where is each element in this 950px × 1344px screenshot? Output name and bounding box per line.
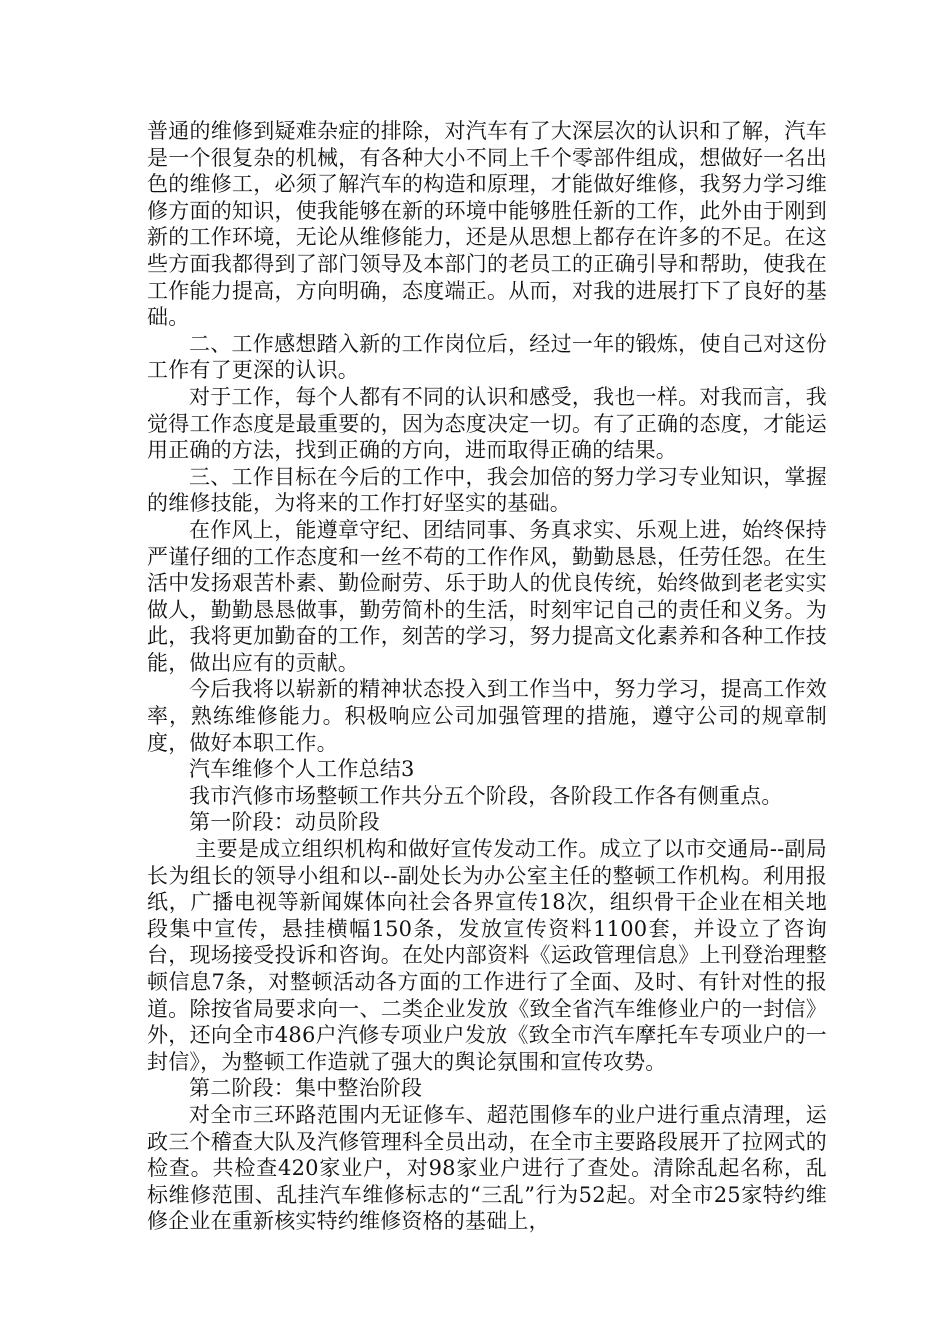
paragraph-work-attitude: 对于工作，每个人都有不同的认识和感受，我也一样。对我而言，我觉得工作态度是最重要的，因为态度决定一切。有了正确的态度，才能运用正确的方法，找到正确的方向，进而取得正确的结果。 [147,384,827,463]
paragraph-work-feelings: 二、工作感想踏入新的工作岗位后，经过一年的锻炼，使自己对这份工作有了更深的认识。 [147,331,827,383]
paragraph-future-plan: 今后我将以崭新的精神状态投入到工作当中，努力学习，提高工作效率，熟练维修能力。积极响应公司加强管理的措施，遵守公司的规章制度，做好本职工作。 [147,677,827,755]
paragraph-continuation: 普通的维修到疑难杂症的排除，对汽车有了大深层次的认识和了解，汽车是一个很复杂的机械，有各种大小不同上千个零部件组成，想做好一名出色的维修工，必须了解汽车的构造和原理，才能做好维修，我努力学习维修方面的知识，使我能够在新的环境中能够胜任新的工作，此外由于刚到新的工作环境，无论从维修能力，还是从思想上都存在许多的不足。在这些方面我都得到了部门领导及本部门的老员工的正确引导和帮助，使我在工作能力提高，方向明确，态度端正。从而，对我的进展打下了良好的基础。 [147,119,827,330]
paragraph-work-goals: 三、工作目标在今后的工作中，我会加倍的努力学习专业知识，掌握的维修技能，为将来的工作打好坚实的基础。 [147,464,827,516]
paragraph-rectification-overview: 我市汽修市场整顿工作共分五个阶段，各阶段工作各有侧重点。 [189,783,783,808]
paragraph-work-style: 在作风上，能遵章守纪、团结同事、务真求实、乐观上进，始终保持严谨仔细的工作态度和一丝不苟的工作作风，勤勤恳恳，任劳任怨。在生活中发扬艰苦朴素、勤俭耐劳、乐于助人的优良传统，始终做到老老实实做人，勤勤恳恳做事，勤劳简朴的生活，时刻牢记自己的责任和义务。为此，我将更加勤奋的工作，刻苦的学习，努力提高文化素养和各种工作技能，做出应有的贡献。 [147,517,827,675]
document-body [147,118,827,1235]
paragraph-stage-1-details: 主要是成立组织机构和做好宣传发动工作。成立了以市交通局--副局长为组长的领导小组和以--副处长为办公室主任的整顿工作机构。利用报纸，广播电视等新闻媒体向社会各界宣传18次，组织骨干企业在相关地段集中宣传，悬挂横幅150条，发放宣传资料1100套，并设立了咨询台，现场接受投诉和咨询。在处内部资料《运政管理信息》上刊登治理整顿信息7条，对整顿活动各方面的工作进行了全面、及时、有针对性的报道。除按省局要求向一、二类企业发放《致全省汽车维修业户的一封信》外，还向全市486户汽修专项业户发放《致全市汽车摩托车专项业户的一封信》，为整顿工作造就了强大的舆论氛围和宣传攻势。 [147,837,827,1074]
section-heading-summary-3: 汽车维修个人工作总结3 [189,757,415,782]
paragraph-stage-2-details: 对全市三环路范围内无证修车、超范围修车的业户进行重点清理，运政三个稽查大队及汽修管理科全员出动，在全市主要路段展开了拉网式的检查。共检查420家业户，对98家业户进行了查处。清除乱起名称，乱标维修范围、乱挂汽车维修标志的“三乱”行为52起。对全市25家特约维修企业在重新核实特约维修资格的基础上， [147,1102,827,1234]
stage-heading-1: 第一阶段：动员阶段 [189,810,380,835]
stage-heading-2: 第二阶段：集中整治阶段 [189,1076,423,1101]
